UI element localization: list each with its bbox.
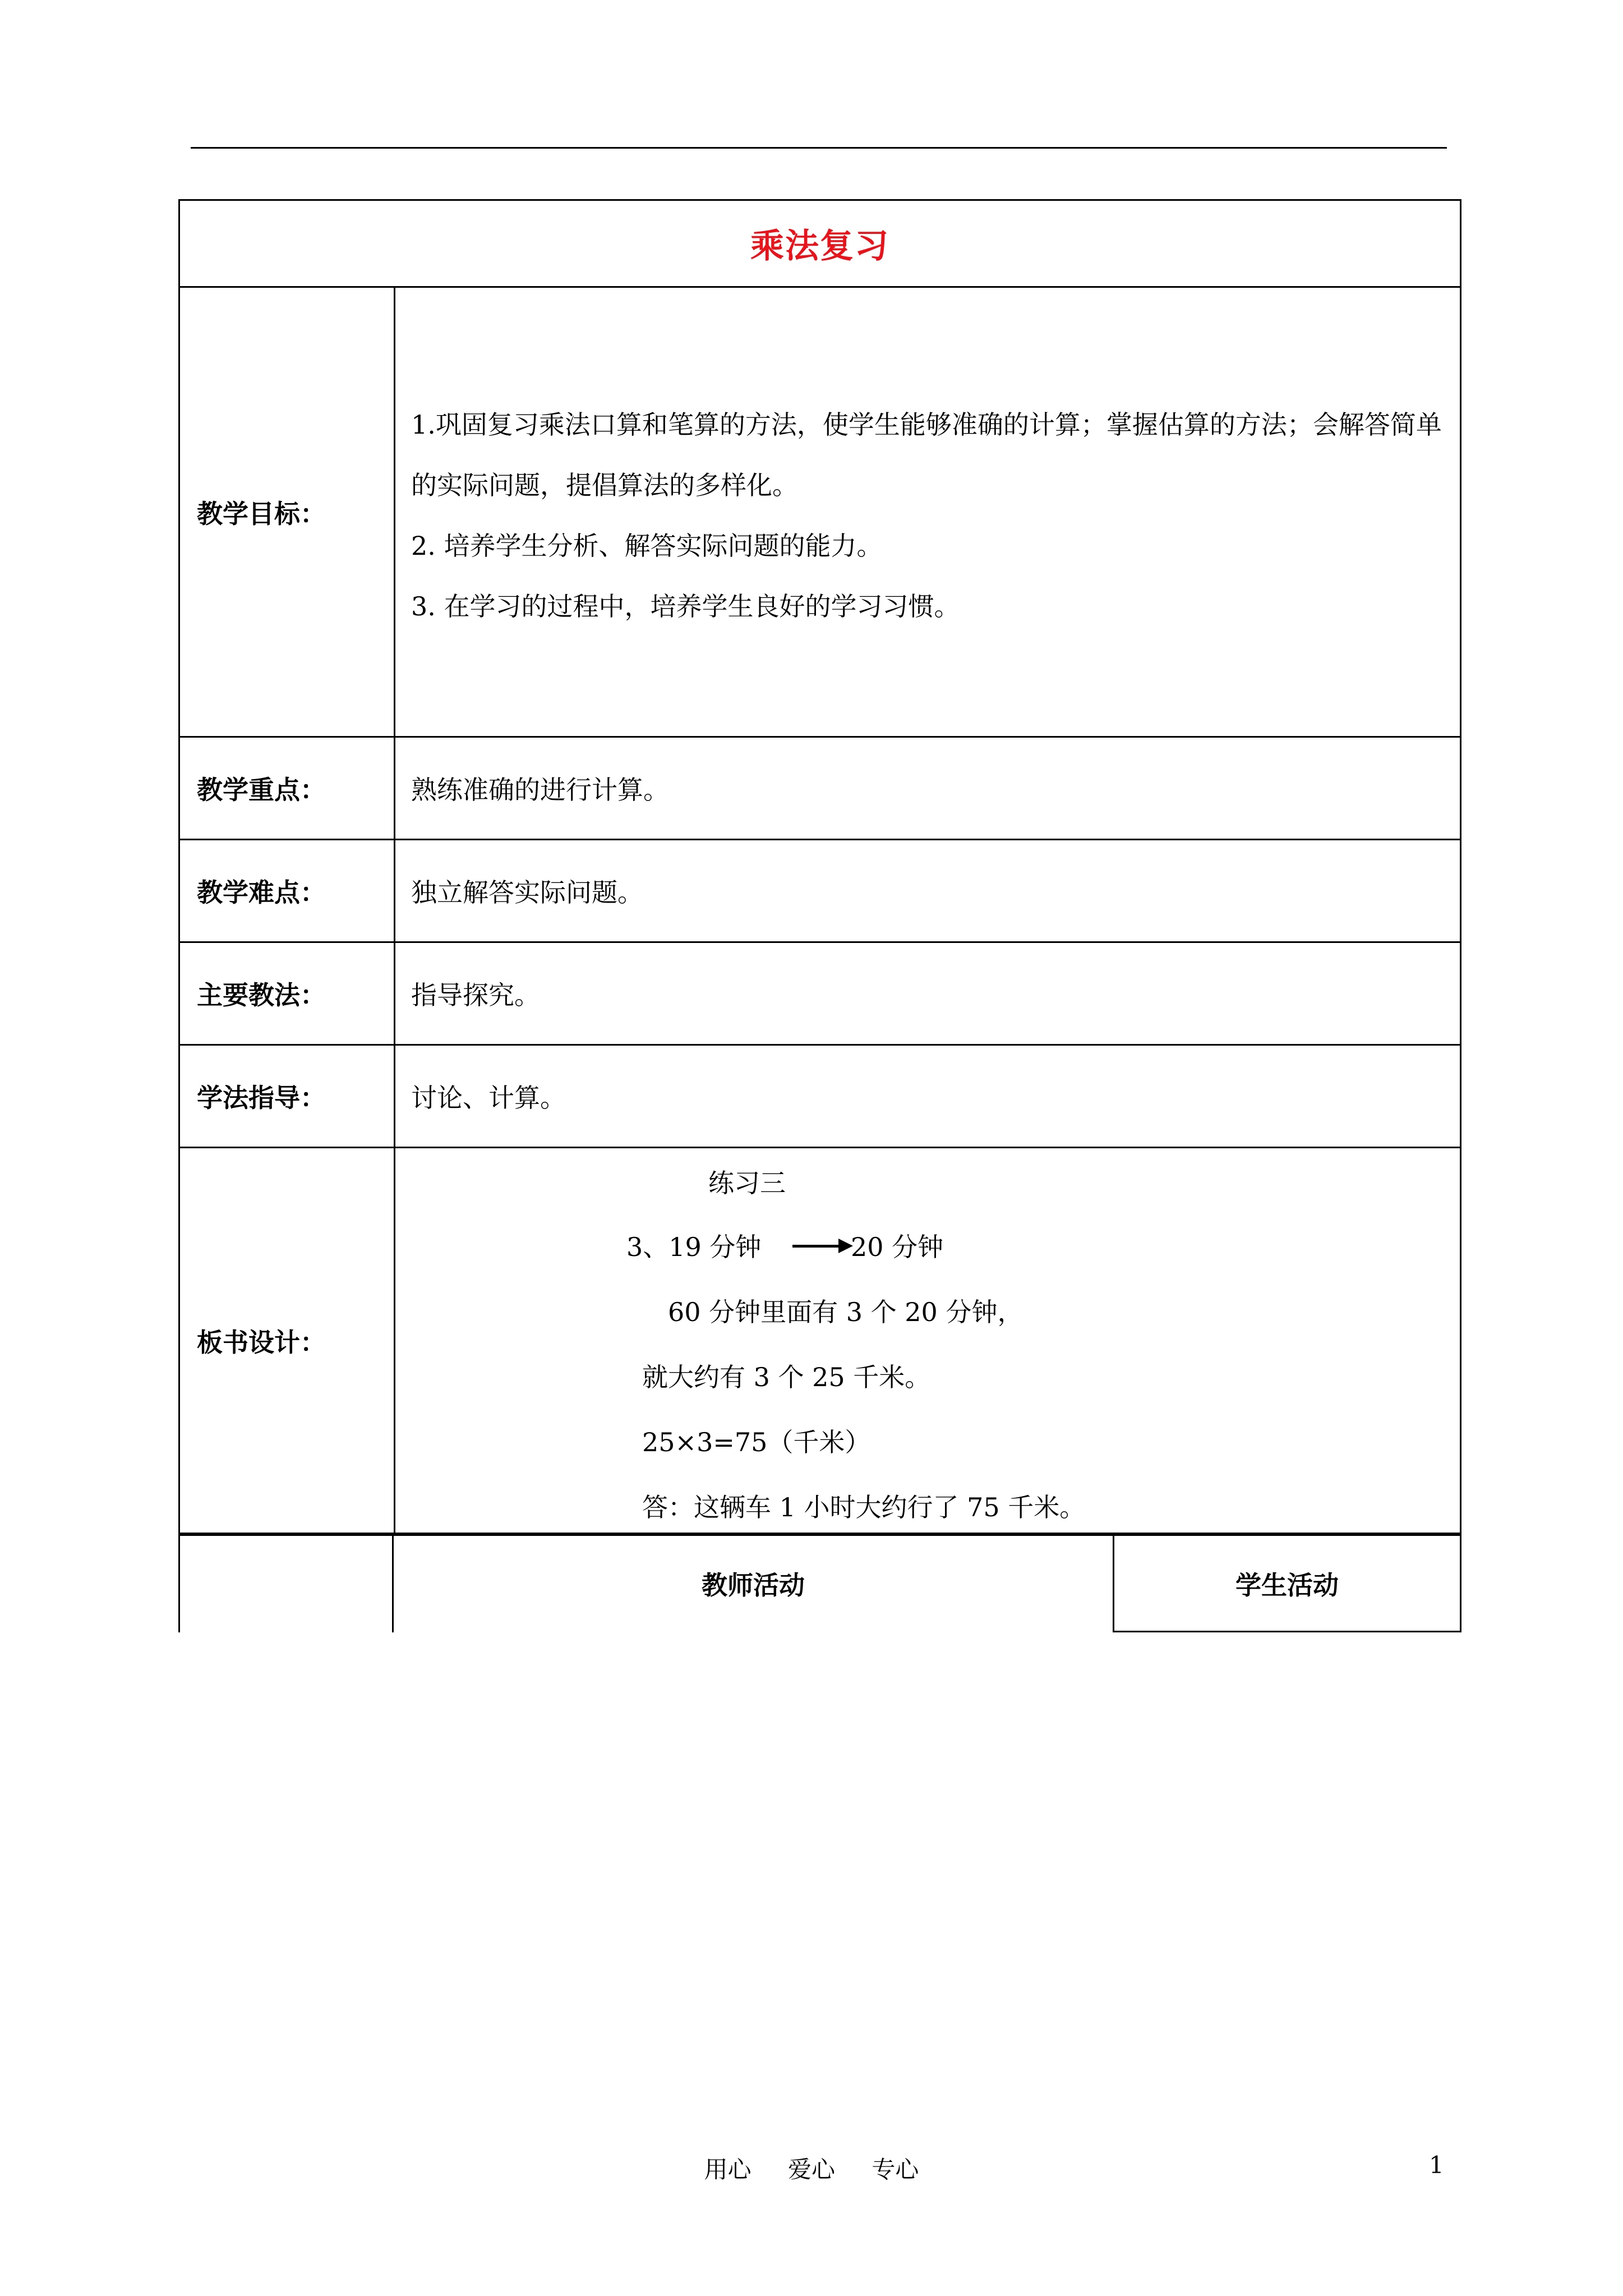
method-content: 指导探究。 — [411, 980, 540, 1010]
footer-word: 专心 — [872, 2156, 919, 2183]
difficulty-content: 独立解答实际问题。 — [411, 877, 643, 908]
goal-item: 3. 在学习的过程中，培养学生良好的学习习惯。 — [411, 591, 960, 622]
difficulty-row — [180, 840, 1460, 943]
student-activity-header: 学生活动 — [1113, 1534, 1461, 1632]
goals-label-cell — [180, 288, 395, 736]
right-arrow-icon — [792, 1245, 850, 1248]
goals-label: 教学目标： — [197, 498, 326, 529]
activity-blank-cell — [178, 1534, 394, 1632]
difficulty-label-cell — [180, 840, 395, 941]
method-row — [180, 943, 1460, 1046]
study-guide-row — [180, 1046, 1460, 1148]
board-line: 60 分钟里面有 3 个 20 分钟， — [668, 1297, 1023, 1327]
board-label-cell — [180, 1148, 395, 1533]
key-point-label-cell — [180, 738, 395, 839]
board-arrow-from: 3、19 分钟 — [626, 1232, 762, 1262]
study-guide-content: 讨论、计算。 — [411, 1083, 566, 1113]
goal-item: 2. 培养学生分析、解答实际问题的能力。 — [411, 531, 883, 561]
key-point-row — [180, 738, 1460, 840]
activity-table — [178, 1534, 1461, 1632]
board-label: 板书设计： — [197, 1327, 326, 1358]
study-guide-label: 学法指导： — [197, 1083, 326, 1113]
page-number: 1 — [1429, 2151, 1444, 2179]
method-label: 主要教法： — [197, 980, 326, 1010]
board-line: 答：这辆车 1 小时大约行了 75 千米。 — [642, 1492, 1086, 1522]
footer-word: 用心 — [704, 2156, 751, 2183]
key-point-content: 熟练准确的进行计算。 — [411, 775, 669, 805]
method-label-cell — [180, 943, 395, 1044]
goals-row — [180, 288, 1460, 738]
page-title: 乘法复习 — [750, 227, 889, 266]
title-row — [180, 201, 1460, 288]
board-heading: 练习三 — [708, 1168, 786, 1198]
board-arrow-to: 20 分钟 — [851, 1232, 944, 1262]
footer — [0, 2151, 1623, 2185]
board-line: 就大约有 3 个 25 千米。 — [642, 1362, 931, 1392]
difficulty-label: 教学难点： — [197, 877, 326, 908]
study-guide-label-cell — [180, 1046, 395, 1147]
lesson-plan-table — [178, 199, 1461, 1534]
teacher-activity-header: 教师活动 — [702, 1570, 805, 1600]
goals-content — [395, 288, 1460, 736]
footer-word: 爱心 — [787, 2156, 835, 2183]
key-point-label: 教学重点： — [197, 775, 326, 805]
goal-item: 1.巩固复习乘法口算和笔算的方法，使学生能够准确的计算；掌握估算的方法；会解答简单的实际问题，提倡算法的多样化。 — [411, 409, 1442, 500]
board-line: 25×3=75（千米） — [642, 1427, 871, 1457]
board-row — [180, 1148, 1460, 1533]
header-rule — [191, 147, 1447, 149]
